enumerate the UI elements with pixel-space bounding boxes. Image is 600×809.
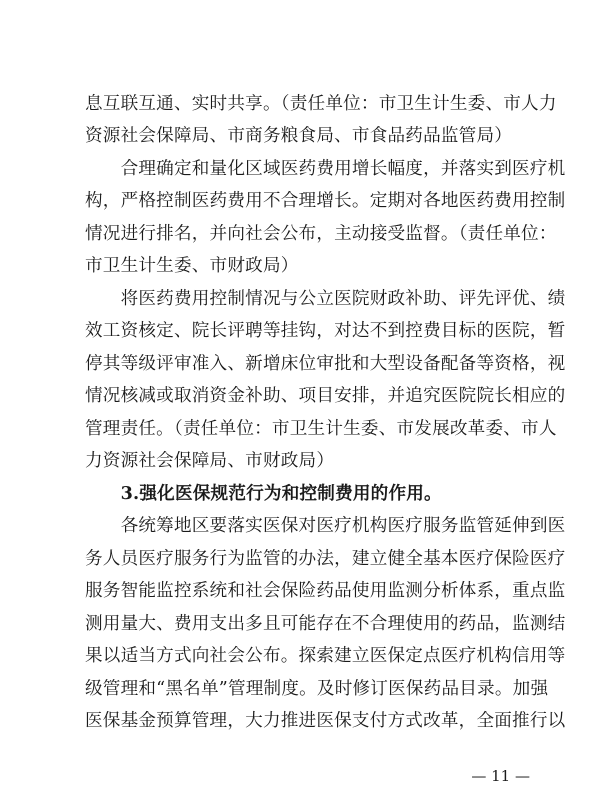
- page-number: — 11 —: [471, 767, 530, 785]
- body-text-line: 构，严格控制医药费用不合理增长。定期对各地医药费用控制: [85, 191, 566, 211]
- body-text-line: 资源社会保障局、市商务粮食局、市食品药品监管局）: [85, 126, 513, 146]
- body-text-line: 果以适当方式向社会公布。探索建立医保定点医疗机构信用等: [85, 646, 566, 666]
- body-text-line: 效工资核定、院长评聘等挂钩，对达不到控费目标的医院，暂: [85, 321, 566, 341]
- body-text-line: 情况核减或取消资金补助、项目安排，并追究医院院长相应的: [85, 386, 566, 406]
- body-text-line: 各统筹地区要落实医保对医疗机构医疗服务监管延伸到医: [85, 516, 566, 536]
- body-text-line: 测用量大、费用支出多且可能存在不合理使用的药品，监测结: [85, 614, 566, 634]
- body-text-line: 合理确定和量化区域医药费用增长幅度，并落实到医疗机: [85, 159, 566, 179]
- body-text-line: 息互联互通、实时共享。（责任单位：市卫生计生委、市人力: [85, 94, 557, 114]
- body-text-line: 管理责任。（责任单位：市卫生计生委、市发展改革委、市人: [85, 419, 557, 439]
- section-heading: 3.强化医保规范行为和控制费用的作用。: [85, 483, 442, 504]
- body-text-line: 医保基金预算管理，大力推进医保支付方式改革，全面推行以: [85, 711, 566, 731]
- body-text-line: 力资源社会保障局、市财政局）: [85, 451, 335, 471]
- body-text-line: 将医药费用控制情况与公立医院财政补助、评先评优、绩: [85, 289, 566, 309]
- body-text-line: 停其等级评审准入、新增床位审批和大型设备配备等资格，视: [85, 354, 566, 374]
- body-text-line: 情况进行排名，并向社会公布，主动接受监督。（责任单位：: [85, 224, 557, 244]
- body-text-line: 务人员医疗服务行为监管的办法，建立健全基本医疗保险医疗: [85, 549, 566, 569]
- body-text-line: 市卫生计生委、市财政局）: [85, 256, 299, 276]
- body-text-line: 服务智能监控系统和社会保险药品使用监测分析体系，重点监: [85, 581, 566, 601]
- body-text-line: 级管理和“黑名单”管理制度。及时修订医保药品目录。加强: [85, 679, 549, 699]
